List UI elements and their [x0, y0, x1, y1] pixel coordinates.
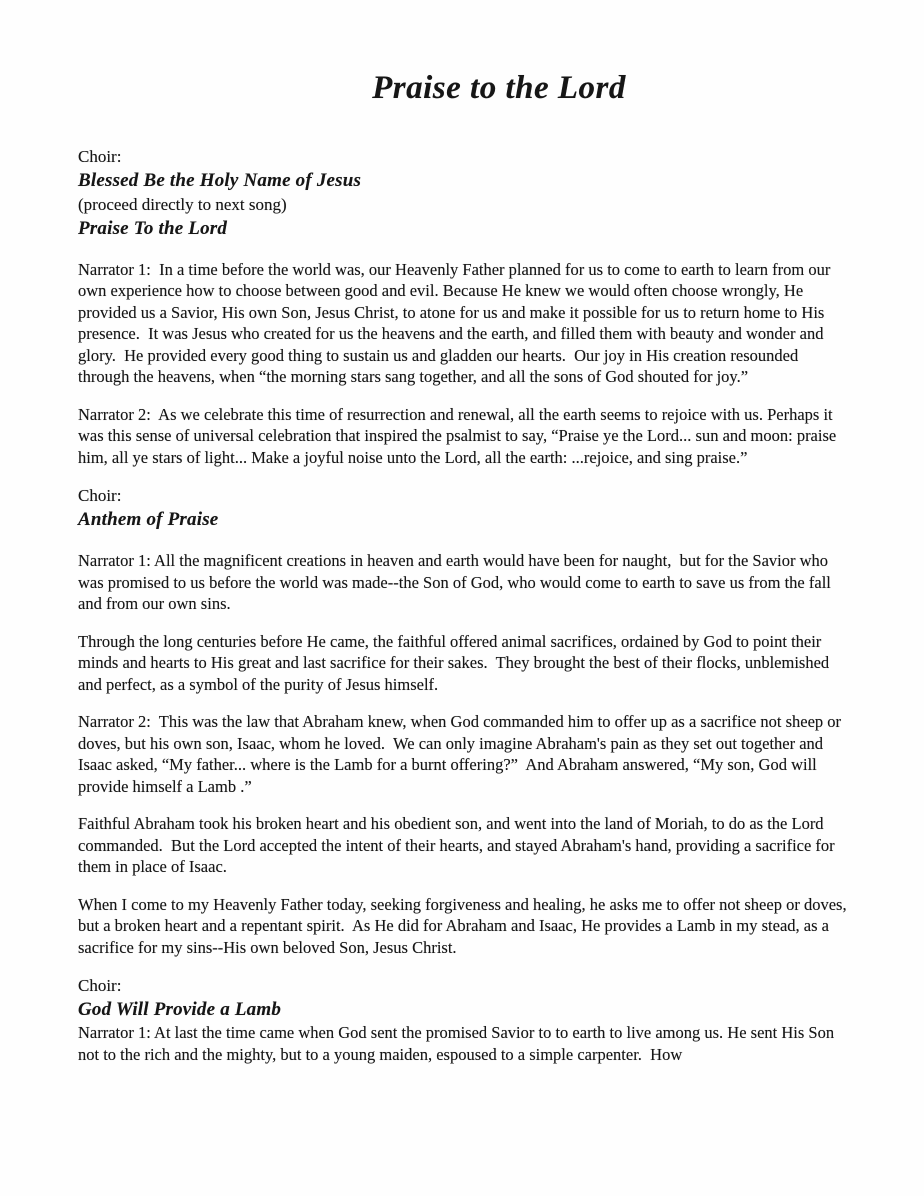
narration-paragraph: Narrator 1: At last the time came when God sent the promised Savior to to earth to live among us. He sent His Son not to the rich and the mighty, but to a young maiden, espoused to a simple carpenter. How	[78, 1023, 839, 1064]
stage-direction: (proceed directly to next song)	[78, 194, 287, 214]
choir-cue-label: Choir:	[78, 486, 122, 506]
narration-paragraph: Faithful Abraham took his broken heart and his obedient son, and went into the land of Moriah, to do as the Lord commanded. But the Lord accepted the intent of their hearts, and stayed Abraham's hand, providing a sacrifice for them in place of Isaac.	[78, 814, 839, 877]
song-title: Anthem of Praise	[78, 509, 219, 531]
page-title: Praise to the Lord	[372, 70, 626, 106]
song-title: Praise To the Lord	[78, 217, 228, 239]
document-body	[78, 145, 852, 1066]
song-title: Blessed Be the Holy Name of Jesus	[78, 169, 362, 191]
narration-paragraph: Through the long centuries before He came, the faithful offered animal sacrifices, ordained by God to point their minds and hearts to His great and last sacrifice for their sakes. They brought the best of their flocks, unblemished and perfect, as a symbol of the purity of Jesus himself.	[78, 631, 834, 694]
song-title: God Will Provide a Lamb	[78, 999, 282, 1021]
choir-cue-label: Choir:	[78, 146, 122, 166]
choir-cue-label: Choir:	[78, 976, 122, 996]
narration-paragraph: Narrator 2: This was the law that Abraham knew, when God commanded him to offer up as a sacrifice not sheep or doves, but his own son, Isaac, whom he loved. We can only imagine Abraham's pain as they set out together and Isaac asked, “My father... where is the Lamb for a burnt offering?” And Abraham answered, “My son, God will provide himself a Lamb .”	[78, 712, 846, 796]
narration-paragraph: When I come to my Heavenly Father today, seeking forgiveness and healing, he asks me to offer not sheep or doves, but a broken heart and a repentant spirit. As He did for Abraham and Isaac, He provides a Lamb in my stead, as a sacrifice for my sins--His own beloved Son, Jesus Christ.	[78, 894, 851, 957]
narration-paragraph: Narrator 1: In a time before the world was, our Heavenly Father planned for us to come to earth to learn from our own experience how to choose between good and evil. Because He knew we would often choose wrongly, He provided us a Savior, His own Son, Jesus Christ, to atone for us and make it possible for us to return home to His presence. It was Jesus who created for us the heavens and the earth, and filled them with beauty and wonder and glory. He provided every good thing to sustain us and gladden our hearts. Our joy in His creation resounded through the heavens, when “the morning stars sang together, and all the sons of God shouted for joy.”	[78, 259, 835, 387]
narration-paragraph: Narrator 2: As we celebrate this time of resurrection and renewal, all the earth seems to rejoice with us. Perhaps it was this sense of universal celebration that inspired the psalmist to say, “Praise ye the Lord... sun and moon: praise him, all ye stars of light... Make a joyful noise unto the Lord, all the earth: ...rejoice, and sing praise.”	[78, 404, 841, 467]
narration-paragraph: Narrator 1: All the magnificent creations in heaven and earth would have been for naught, but for the Savior who was promised to us before the world was made--the Son of God, who would come to earth to save us from the fall and from our own sins.	[78, 551, 835, 614]
